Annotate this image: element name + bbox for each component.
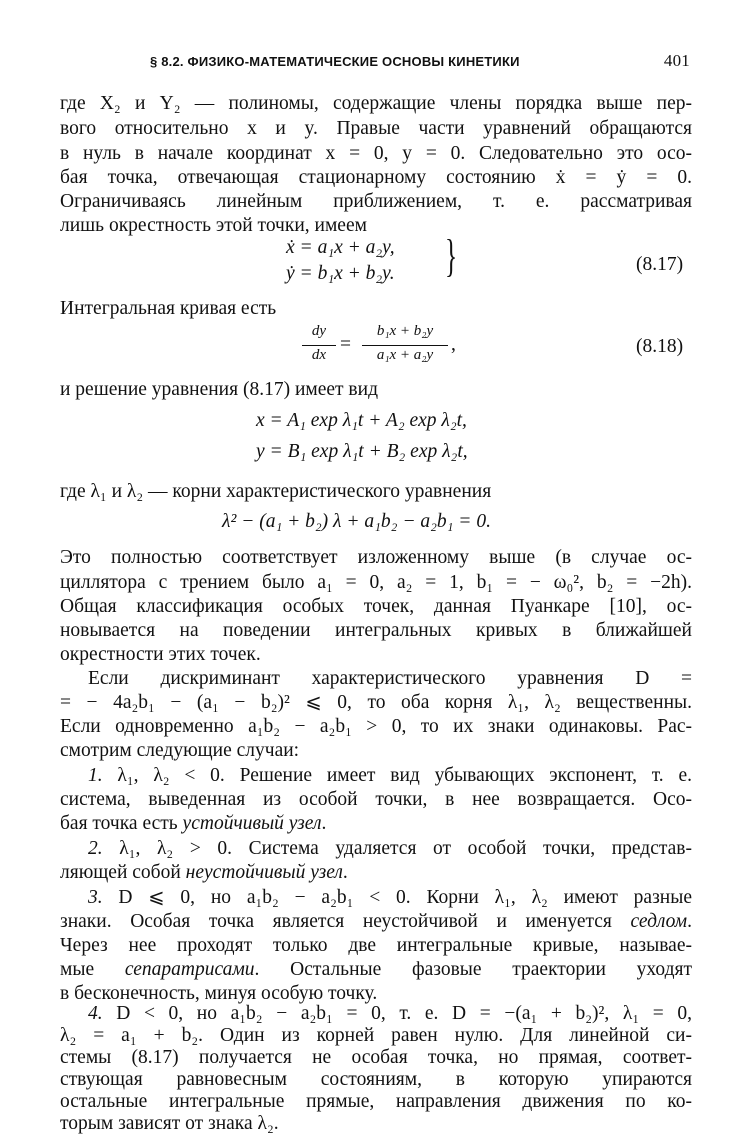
text-line: и решение уравнения (8.17) имеет вид (60, 379, 378, 400)
fraction-bar (362, 345, 448, 346)
fraction-denominator: a₁x + a₂y (376, 347, 434, 363)
solution-line-2: y = B₁ exp λ₁t + B₂ exp λ₂t, (256, 441, 468, 462)
section-title: § 8.2. ФИЗИКО-МАТЕМАТИЧЕСКИЕ ОСНОВЫ КИНЕТИКИ (150, 54, 520, 69)
text-line: Это полностью соответствует изложенному выше (в случае ос- (60, 547, 692, 568)
case-2-line: 2. λ₁, λ₂ > 0. Система удаляется от особой точки, представ- (88, 838, 692, 859)
case-4-line: стемы (8.17) получается не особая точка, но прямая, соответ- (60, 1047, 692, 1068)
case-1-line: система, выведенная из особой точки, в нее возвращается. Осо- (60, 789, 692, 810)
case-1-line: 1. λ₁, λ₂ < 0. Решение имеет вид убывающих экспонент, т. е. (88, 765, 692, 786)
characteristic-equation: λ² − (a₁ + b₂) λ + a₁b₂ − a₂b₁ = 0. (222, 511, 491, 532)
text-line: бая точка, отвечающая стационарному состоянию ẋ = ẏ = 0. (60, 167, 692, 188)
equals-sign: = (340, 334, 351, 355)
case-4-line: остальные интегральные прямые, направления движения по ко- (60, 1091, 692, 1112)
fraction-numerator: b₁x + b₂y (376, 323, 434, 339)
case-4-line: 4. D < 0, но a₁b₂ − a₂b₁ = 0, т. е. D = −(a₁ + b₂)², λ₁ = 0, (88, 1003, 692, 1024)
equation-brace: } (444, 230, 458, 281)
equation-comma: , (451, 334, 456, 355)
equation-8-17-line-1: ẋ = a₁x + a₂y, (286, 237, 395, 258)
equation-number-8-17: (8.17) (636, 254, 684, 275)
text-line: Ограничиваясь линейным приближением, т. е. рассматривая (60, 191, 692, 212)
case-3-line: Через нее проходят только две интегральные кривые, называе- (60, 935, 692, 956)
fraction-numerator: dy (311, 323, 327, 339)
text-line: циллятора с трением было a₁ = 0, a₂ = 1, b₁ = − ω₀², b₂ = −2h). (60, 572, 692, 593)
case-3-line: в бесконечность, минуя особую точку. (60, 983, 378, 1004)
case-4-line: ствующая равновесным состояниям, в которую упираются (60, 1069, 692, 1090)
text-line: Интегральная кривая есть (60, 298, 277, 319)
text-line: лишь окрестность этой точки, имеем (60, 215, 367, 236)
solution-line-1: x = A₁ exp λ₁t + A₂ exp λ₂t, (256, 410, 467, 431)
fraction-denominator: dx (311, 347, 327, 363)
text-line: смотрим следующие случаи: (60, 740, 300, 761)
equation-number-8-18: (8.18) (636, 336, 684, 357)
case-3-line: мые сепаратрисами. Остальные фазовые траектории уходят (60, 959, 692, 980)
case-1-line: бая точка есть устойчивый узел. (60, 813, 327, 834)
case-3-line: 3. D ⩽ 0, но a₁b₂ − a₂b₁ < 0. Корни λ₁, λ₂ имеют разные (88, 887, 692, 908)
page-number: 401 (663, 51, 690, 70)
text-line: где X₂ и Y₂ — полиномы, содержащие члены порядка выше пер- (60, 93, 692, 114)
case-3-line: знаки. Особая точка является неустойчивой и именуется седлом. (60, 911, 692, 932)
case-4-line: λ₂ = a₁ + b₂. Один из корней равен нулю. Для линейной си- (60, 1025, 692, 1046)
text-line: где λ₁ и λ₂ — корни характеристического уравнения (60, 481, 492, 502)
case-2-line: ляющей собой неустойчивый узел. (60, 862, 348, 883)
text-line: Если одновременно a₁b₂ − a₂b₁ > 0, то их знаки одинаковы. Рас- (60, 716, 692, 737)
text-line: новывается на поведении интегральных кривых в ближайшей (60, 620, 692, 641)
text-line: окрестности этих точек. (60, 644, 261, 665)
text-line: вого относительно x и y. Правые части уравнений обращаются (60, 118, 692, 139)
equation-8-17-line-2: ẏ = b₁x + b₂y. (286, 263, 395, 284)
running-header (150, 51, 690, 76)
text-line: = − 4a₂b₁ − (a₁ − b₂)² ⩽ 0, то оба корня λ₁, λ₂ вещественны. (60, 692, 692, 713)
text-line: в нуль в начале координат x = 0, y = 0. Следовательно это осо- (60, 143, 692, 164)
case-4-line: торым зависят от знака λ₂. (60, 1113, 279, 1134)
fraction-bar (302, 345, 336, 346)
text-line: Общая классификация особых точек, данная Пуанкаре [10], ос- (60, 596, 692, 617)
text-line: Если дискриминант характеристического уравнения D = (88, 668, 692, 689)
